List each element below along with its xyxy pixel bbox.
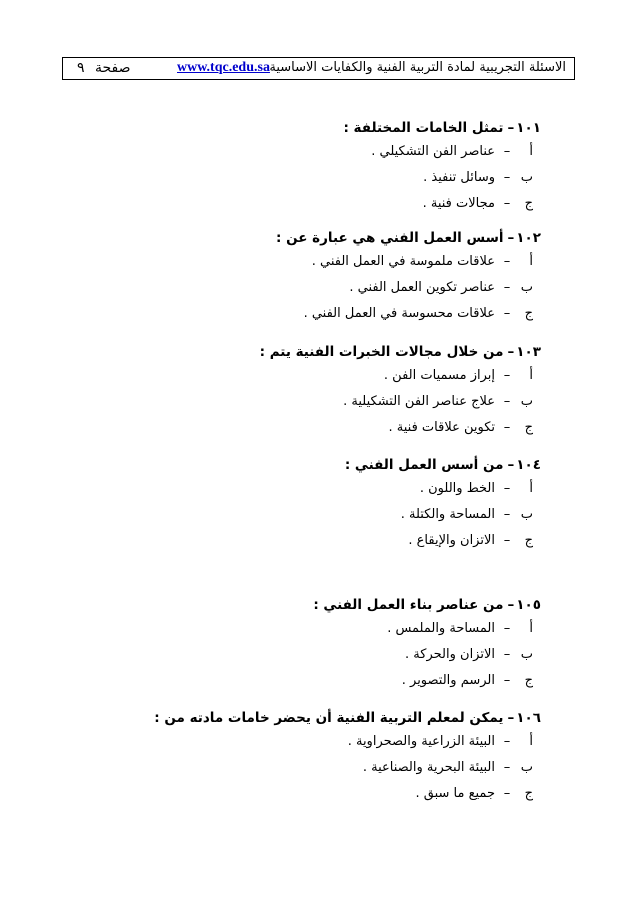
option-text: المساحة والملمس . bbox=[387, 621, 495, 636]
option-letter: أ bbox=[529, 481, 533, 496]
question-title: ١٠٥–من عناصر بناء العمل الفني : bbox=[313, 597, 541, 613]
option-letter: أ bbox=[529, 368, 533, 383]
option-b[interactable]: ب–عناصر تكوين العمل الفني . bbox=[141, 275, 541, 301]
option-text: البيئة الزراعية والصحراوية . bbox=[347, 734, 495, 749]
option-text: جميع ما سبق . bbox=[415, 786, 495, 801]
option-letter: ب bbox=[520, 760, 533, 775]
option-letter: أ bbox=[529, 144, 533, 159]
option-letter: أ bbox=[529, 621, 533, 636]
question-number: ١٠٢ bbox=[516, 230, 541, 246]
question-text: من عناصر بناء العمل الفني : bbox=[313, 597, 504, 613]
option-letter: ب bbox=[520, 170, 533, 185]
page-label: صفحة bbox=[95, 60, 131, 76]
question-105 bbox=[141, 594, 541, 694]
option-letter: ب bbox=[520, 647, 533, 662]
question-number: ١٠٦ bbox=[516, 710, 541, 726]
question-title: ١٠٤–من أسس العمل الفني : bbox=[344, 457, 541, 473]
question-102 bbox=[141, 227, 541, 327]
option-a[interactable]: أ–الخط واللون . bbox=[141, 476, 541, 502]
option-letter: ج bbox=[524, 306, 533, 321]
option-text: الرسم والتصوير . bbox=[401, 673, 495, 688]
option-text: تكوين علاقات فنية . bbox=[388, 420, 495, 435]
option-text: علاقات محسوسة في العمل الفني . bbox=[303, 306, 495, 321]
question-number: ١٠٤ bbox=[516, 457, 541, 473]
question-number: ١٠٣ bbox=[516, 344, 541, 360]
option-letter: ج bbox=[524, 420, 533, 435]
page-header bbox=[62, 57, 575, 80]
website-link[interactable]: www.tqc.edu.sa bbox=[177, 60, 270, 75]
option-a[interactable]: أ–إبراز مسميات الفن . bbox=[141, 363, 541, 389]
option-letter: ب bbox=[520, 280, 533, 295]
option-b[interactable]: ب–الاتزان والحركة . bbox=[141, 642, 541, 668]
question-text: تمثل الخامات المختلفة : bbox=[343, 120, 504, 136]
option-b[interactable]: ب–المساحة والكتلة . bbox=[141, 502, 541, 528]
option-letter: ب bbox=[520, 394, 533, 409]
option-text: إبراز مسميات الفن . bbox=[383, 368, 495, 383]
option-text: علاج عناصر الفن التشكيلية . bbox=[343, 394, 495, 409]
question-106 bbox=[141, 707, 541, 807]
question-text: من أسس العمل الفني : bbox=[344, 457, 504, 473]
question-title: ١٠٢–أسس العمل الفني هي عبارة عن : bbox=[275, 230, 541, 246]
option-text: المساحة والكتلة . bbox=[400, 507, 495, 522]
option-c[interactable]: ج–جميع ما سبق . bbox=[141, 781, 541, 807]
question-text: من خلال مجالات الخبرات الفنية يتم : bbox=[259, 344, 504, 360]
option-text: علاقات ملموسة في العمل الفني . bbox=[311, 254, 495, 269]
option-c[interactable]: ج–تكوين علاقات فنية . bbox=[141, 415, 541, 441]
option-text: الاتزان والإيقاع . bbox=[408, 533, 495, 548]
option-c[interactable]: ج–علاقات محسوسة في العمل الفني . bbox=[141, 301, 541, 327]
option-c[interactable]: ج–الرسم والتصوير . bbox=[141, 668, 541, 694]
option-c[interactable]: ج–مجالات فنية . bbox=[141, 191, 541, 217]
option-letter: ب bbox=[520, 507, 533, 522]
option-text: عناصر الفن التشكيلي . bbox=[371, 144, 495, 159]
option-letter: ج bbox=[524, 786, 533, 801]
option-letter: ج bbox=[524, 673, 533, 688]
page-number: ٩ bbox=[77, 60, 85, 76]
option-text: مجالات فنية . bbox=[422, 196, 495, 211]
question-text: يمكن لمعلم التربية الفنية أن يحضر خامات مادته من : bbox=[154, 710, 504, 726]
option-a[interactable]: أ–عناصر الفن التشكيلي . bbox=[141, 139, 541, 165]
question-text: أسس العمل الفني هي عبارة عن : bbox=[275, 230, 504, 246]
option-b[interactable]: ب–علاج عناصر الفن التشكيلية . bbox=[141, 389, 541, 415]
option-letter: ج bbox=[524, 533, 533, 548]
option-letter: أ bbox=[529, 734, 533, 749]
option-c[interactable]: ج–الاتزان والإيقاع . bbox=[141, 528, 541, 554]
question-104 bbox=[141, 454, 541, 554]
option-a[interactable]: أ–البيئة الزراعية والصحراوية . bbox=[141, 729, 541, 755]
option-b[interactable]: ب–وسائل تنفيذ . bbox=[141, 165, 541, 191]
option-text: الاتزان والحركة . bbox=[405, 647, 495, 662]
question-title: ١٠١–تمثل الخامات المختلفة : bbox=[343, 120, 541, 136]
option-text: عناصر تكوين العمل الفني . bbox=[349, 280, 495, 295]
question-title: ١٠٣–من خلال مجالات الخبرات الفنية يتم : bbox=[259, 344, 541, 360]
document-title: الاسئلة التجريبية لمادة التربية الفنية والكفايات الاساسية bbox=[269, 60, 566, 75]
option-text: وسائل تنفيذ . bbox=[423, 170, 495, 185]
question-number: ١٠١ bbox=[516, 120, 541, 136]
option-letter: أ bbox=[529, 254, 533, 269]
question-101 bbox=[141, 117, 541, 217]
option-text: الخط واللون . bbox=[419, 481, 495, 496]
option-letter: ج bbox=[524, 196, 533, 211]
question-103 bbox=[141, 341, 541, 441]
question-number: ١٠٥ bbox=[516, 597, 541, 613]
option-text: البيئة البحرية والصناعية . bbox=[362, 760, 495, 775]
option-a[interactable]: أ–المساحة والملمس . bbox=[141, 616, 541, 642]
option-b[interactable]: ب–البيئة البحرية والصناعية . bbox=[141, 755, 541, 781]
option-a[interactable]: أ–علاقات ملموسة في العمل الفني . bbox=[141, 249, 541, 275]
question-title: ١٠٦–يمكن لمعلم التربية الفنية أن يحضر خامات مادته من : bbox=[154, 710, 541, 726]
